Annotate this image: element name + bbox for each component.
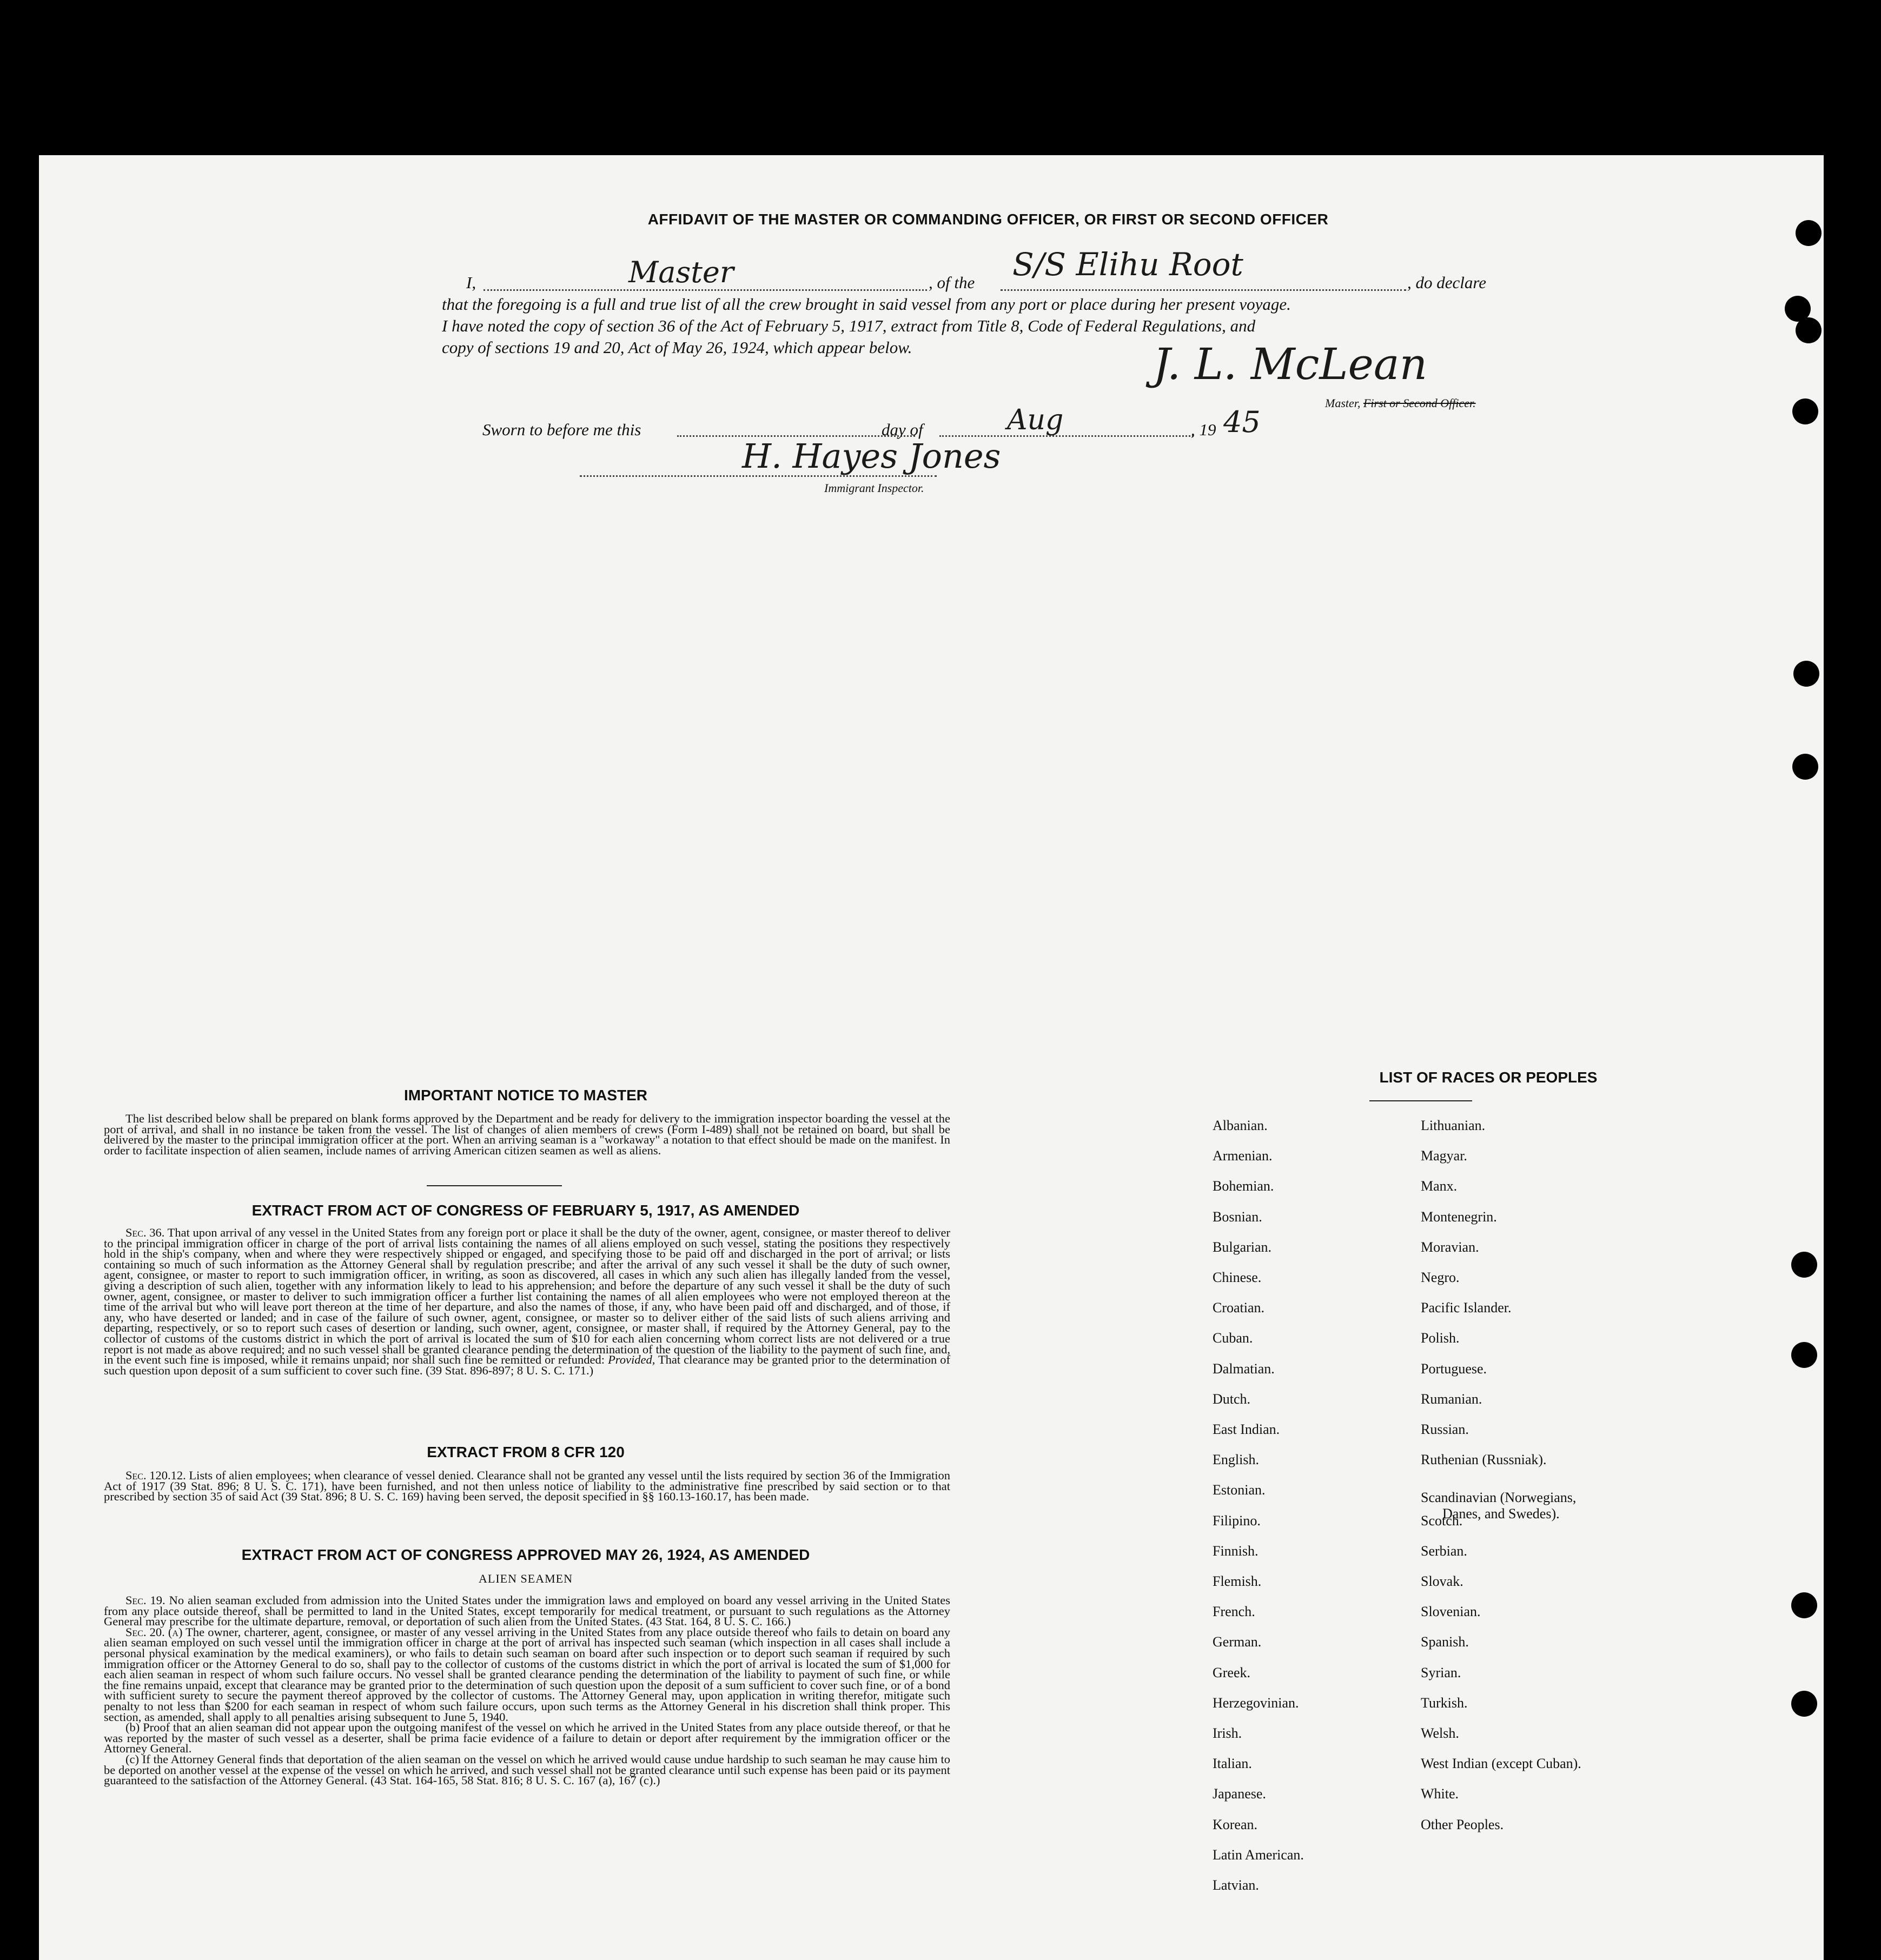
inspector-label: Immigrant Inspector.	[824, 481, 924, 495]
race-item: Rumanian.	[1421, 1391, 1482, 1407]
master-signature: J. L. McLean	[1153, 339, 1428, 389]
race-item: Japanese.	[1213, 1786, 1266, 1802]
race-item: Lithuanian.	[1421, 1118, 1486, 1133]
race-item: German.	[1213, 1634, 1262, 1650]
race-item: Finnish.	[1213, 1543, 1259, 1559]
race-item: Manx.	[1421, 1178, 1458, 1194]
race-item: Armenian.	[1213, 1148, 1273, 1164]
punch-hole	[1791, 1342, 1817, 1368]
race-item: Bohemian.	[1213, 1178, 1274, 1194]
extract-cfr-body	[104, 1470, 950, 1502]
rank-fill-line	[484, 289, 927, 291]
notice-body-text: The list described below shall be prepared on blank forms approved by the Department and be ready for delivery to the immigration inspector boarding the vessel at the port of arrival, and shall in no instance be taken from the vessel. The list of changes of alien members of crews (Form I-489) shall not be retained on board, but shall be delivered by the master to the principal immigration officer at the port. When an arriving seaman is a "workaway" a notation to that effect should be made on the manifest. In order to facilitate inspection of alien seamen, include names of arriving American citizen seamen as well as aliens.	[104, 1112, 950, 1157]
race-item: Chinese.	[1213, 1270, 1262, 1285]
punch-hole	[1792, 398, 1818, 424]
race-item: East Indian.	[1213, 1421, 1280, 1437]
race-item: Latin American.	[1213, 1847, 1304, 1863]
race-item: Other Peoples.	[1421, 1817, 1504, 1832]
sworn-text: Sworn to before me this	[482, 420, 641, 439]
race-item: Filipino.	[1213, 1513, 1261, 1529]
race-item: Scotch.	[1421, 1513, 1463, 1529]
race-item: Danes, and Swedes).	[1442, 1506, 1560, 1522]
race-item: English.	[1213, 1452, 1259, 1467]
race-item: Italian.	[1213, 1756, 1252, 1771]
race-item: Montenegrin.	[1421, 1209, 1497, 1225]
inspector-signature: H. Hayes Jones	[742, 436, 1001, 476]
affidavit-line2: that the foregoing is a full and true list of all the crew brought in said vessel from any port or place during her present voyage.	[442, 295, 1291, 314]
race-item: Korean.	[1213, 1817, 1258, 1832]
year-prefix: , 19	[1191, 420, 1216, 439]
race-item: Herzegovinian.	[1213, 1695, 1299, 1711]
race-item: Croatian.	[1213, 1300, 1265, 1315]
punch-hole	[1796, 317, 1822, 343]
notice-title: IMPORTANT NOTICE TO MASTER	[403, 1087, 648, 1104]
vessel-fill-line	[1001, 289, 1406, 291]
race-item: Scandinavian (Norwegians,	[1421, 1490, 1577, 1505]
race-item: Slovak.	[1421, 1573, 1463, 1589]
sec-36-text-end: That clearance may be granted prior to the determination of such question upon deposit of a sum sufficient to cover such fine. (39 Stat. 896-897; 8 U. S. C. 171.)	[104, 1353, 951, 1377]
inspector-fill-line	[580, 475, 937, 477]
extract-1917-title: EXTRACT FROM ACT OF CONGRESS OF FEBRUARY 5, 1917, AS AMENDED	[251, 1202, 800, 1219]
races-title-underline	[1369, 1100, 1472, 1101]
day-of-text: day of	[882, 420, 923, 439]
handwritten-month: Aug	[1007, 404, 1064, 436]
punch-hole	[1791, 1691, 1817, 1717]
handwritten-year: 45	[1223, 405, 1261, 439]
extract-1924-body	[104, 1595, 950, 1786]
race-item: French.	[1213, 1604, 1255, 1619]
sec-120-12-label: Sec. 120.12.	[125, 1469, 186, 1482]
race-item: West Indian (except Cuban).	[1421, 1756, 1581, 1771]
extract-1917-body	[104, 1227, 950, 1376]
document-page	[39, 155, 1824, 1960]
notice-body	[104, 1113, 950, 1155]
race-item: Magyar.	[1421, 1148, 1467, 1164]
affidavit-line4: copy of sections 19 and 20, Act of May 26, 1924, which appear below.	[442, 338, 912, 357]
punch-hole	[1791, 1252, 1817, 1278]
handwritten-vessel-name: S/S Elihu Root	[1012, 246, 1243, 283]
race-item: Russian.	[1421, 1421, 1469, 1437]
race-item: Dalmatian.	[1213, 1361, 1275, 1377]
affidavit-line1-of-the: , of the	[929, 273, 975, 292]
extract-1924-title: EXTRACT FROM ACT OF CONGRESS APPROVED MAY 26, 1924, AS AMENDED	[241, 1546, 810, 1563]
punch-hole	[1793, 661, 1819, 687]
race-item: Slovenian.	[1421, 1604, 1481, 1619]
race-item: Syrian.	[1421, 1665, 1461, 1680]
race-item: Pacific Islander.	[1421, 1300, 1512, 1315]
race-item: Ruthenian (Russniak).	[1421, 1452, 1547, 1467]
punch-hole	[1792, 754, 1818, 780]
sec-20a-label: Sec. 20. (a)	[125, 1625, 183, 1639]
affidavit-title: AFFIDAVIT OF THE MASTER OR COMMANDING OFFICER, OR FIRST OR SECOND OFFICER	[647, 211, 1329, 228]
race-item: Portuguese.	[1421, 1361, 1487, 1377]
race-item: Latvian.	[1213, 1877, 1259, 1893]
race-item: Spanish.	[1421, 1634, 1469, 1650]
punch-hole	[1791, 1592, 1817, 1618]
race-item: Greek.	[1213, 1665, 1251, 1680]
sec-36-proviso: Provided,	[608, 1353, 655, 1367]
officer-label-struck: First or Second Officer.	[1363, 396, 1476, 410]
race-item: Albanian.	[1213, 1118, 1268, 1133]
sec-20a-text: The owner, charterer, agent, consignee, or master of any vessel arriving in the United States from any place outside thereof who fails to detain on board any alien seaman employed on such vessel until the immigration officer in charge at the port of arrival has inspected such seaman (which inspection in all cases shall include a personal physical examination by the medical examiners), or who fails to detain such seaman on board after such inspection or to deport such seaman if required by such immigration officer or the Attorney General to do so, shall pay to the collector of customs of the customs district in which the port of arrival is located the sum of $1,000 for each alien seaman in respect of whom such failure occurs. No vessel shall be granted clearance pending the determination of the liability to payment of such fine, or while the fine remains unpaid, except that clearance may be granted prior to the determination of such question upon the deposit of a sum sufficient to cover such fine, or of a bond with sufficient surety to secure the payment thereof approved by the collector of customs. The Attorney General may, upon application in writing therefor, mitigate such penalty to not less than $200 for each seaman in respect of whom such failure occurs, upon such terms as the Attorney General in his discretion shall think proper. This section, as amended, shall apply to all penalties arising subsequent to June 5, 1940.	[104, 1625, 950, 1724]
race-item: White.	[1421, 1786, 1459, 1802]
race-item: Dutch.	[1213, 1391, 1251, 1407]
extract-cfr-title: EXTRACT FROM 8 CFR 120	[427, 1444, 625, 1460]
race-item: Turkish.	[1421, 1695, 1468, 1711]
sec-20b-label: (b)	[125, 1720, 140, 1735]
race-item: Moravian.	[1421, 1239, 1479, 1255]
extract-1924-subtitle: ALIEN SEAMEN	[479, 1572, 573, 1585]
race-item: Flemish.	[1213, 1573, 1262, 1589]
officer-label	[1325, 396, 1476, 410]
races-title: LIST OF RACES OR PEOPLES	[1379, 1069, 1598, 1086]
race-item: Bulgarian.	[1213, 1239, 1272, 1255]
affidavit-line1-declare: , do declare	[1407, 273, 1487, 292]
sec-20b-text: Proof that an alien seaman did not appear upon the outgoing manifest of the vessel on which he arrived in the United States from any place outside thereof, or that he was reported by the master of such vessel as a deserter, shall be prima facie evidence of a failure to detain or deport after requirement by the immigration officer or the Attorney General.	[104, 1720, 951, 1756]
race-item: Serbian.	[1421, 1543, 1467, 1559]
affidavit-line1-i: I,	[466, 273, 476, 292]
sec-36-text: That upon arrival of any vessel in the United States from any foreign port or place it shall be the duty of the owner, agent, consignee, or master thereof to deliver to the principal immigration officer in charge of the port of arrival lists containing the names of all aliens employed on such vessel, stating the positions they respectively hold in the ship's company, when and where they were respectively shipped or engaged, and specifying those to be paid off and discharged in the port of arrival; or lists containing so much of such information as the Attorney General shall by regulation prescribe; and after the arrival of any such vessel it shall be the duty of such owner, agent, consignee, or master to report to such immigration officer, in writing, as soon as discovered, all cases in which any such alien has illegally landed from the vessel, giving a description of such alien, together with any information likely to lead to his apprehension; and before the departure of any such vessel it shall be the duty of such owner, agent, consignee, or master to deliver to such immigration officer a further list containing the names of all alien employees who were not employed thereon at the time of the arrival but who will leave port thereon at the time of her departure, and also the names of those, if any, who have been paid off and discharged, and of those, if any, who have deserted or landed; and in case of the failure of such owner, agent, consignee, or master so to deliver either of the said lists of such aliens arriving and departing, respectively, or so to report such cases of desertion or landing, such owner, agent, consignee, or master shall, if required by the Attorney General, pay to the collector of customs of the customs district in which the port of arrival is located the sum of $10 for each alien concerning whom correct lists are not delivered or a true report is not made as above required; and no such vessel shall be granted clearance pending the determination of the question of the liability to the payment of such fine, and, in the event such fine is imposed, while it remains unpaid; nor shall such fine be remitted or refunded:	[104, 1226, 950, 1367]
divider	[427, 1185, 562, 1186]
handwritten-rank: Master	[628, 255, 734, 289]
punch-hole	[1796, 220, 1822, 246]
officer-label-master: Master,	[1325, 396, 1363, 410]
affidavit-line3: I have noted the copy of section 36 of the Act of February 5, 1917, extract from Title 8, Code of Federal Regulations, and	[442, 316, 1256, 335]
sec-19-text: No alien seaman excluded from admission into the United States under the immigration laws and employed on board any vessel arriving in the United States from any place outside thereof, shall be permitted to land in the United States, except temporarily for medical treatment, or pursuant to such regulations as the Attorney General may prescribe for the ultimate departure, removal, or deportation of such alien from the United States. (43 Stat. 164, 8 U. S. C. 166.)	[104, 1593, 951, 1629]
race-item: Welsh.	[1421, 1725, 1459, 1741]
sec-120-12-text: Lists of alien employees; when clearance of vessel denied. Clearance shall not be granted any vessel until the lists required by section 36 of the Immigration Act of 1917 (39 Stat. 896; 8 U. S. C. 171), have been furnished, and not then unless notice of liability to the administrative fine prescribed by said section or to that prescribed by section 35 of said Act (39 Stat. 896; 8 U. S. C. 169) having been served, the deposit specified in §§ 160.13-160.17, has been made.	[104, 1469, 950, 1504]
sec-20c-label: (c)	[125, 1752, 139, 1766]
race-item: Negro.	[1421, 1270, 1460, 1285]
race-item: Cuban.	[1213, 1330, 1253, 1346]
sec-19-label: Sec. 19.	[125, 1593, 165, 1607]
race-item: Polish.	[1421, 1330, 1460, 1346]
race-item: Bosnian.	[1213, 1209, 1262, 1225]
sec-36-label: Sec. 36.	[125, 1226, 165, 1239]
race-item: Estonian.	[1213, 1482, 1266, 1498]
sec-20c-text: If the Attorney General finds that deportation of the alien seaman on the vessel on which he arrived would cause undue hardship to such seaman he may cause him to be deported on another vessel at the expense of the vessel on which he arrived, and such vessel shall not be granted clearance until such expense has been paid or its payment guaranteed to the satisfaction of the Attorney General. (43 Stat. 164-165, 58 Stat. 816; 8 U. S. C. 167 (a), 167 (c).)	[104, 1752, 950, 1788]
race-item: Irish.	[1213, 1725, 1242, 1741]
